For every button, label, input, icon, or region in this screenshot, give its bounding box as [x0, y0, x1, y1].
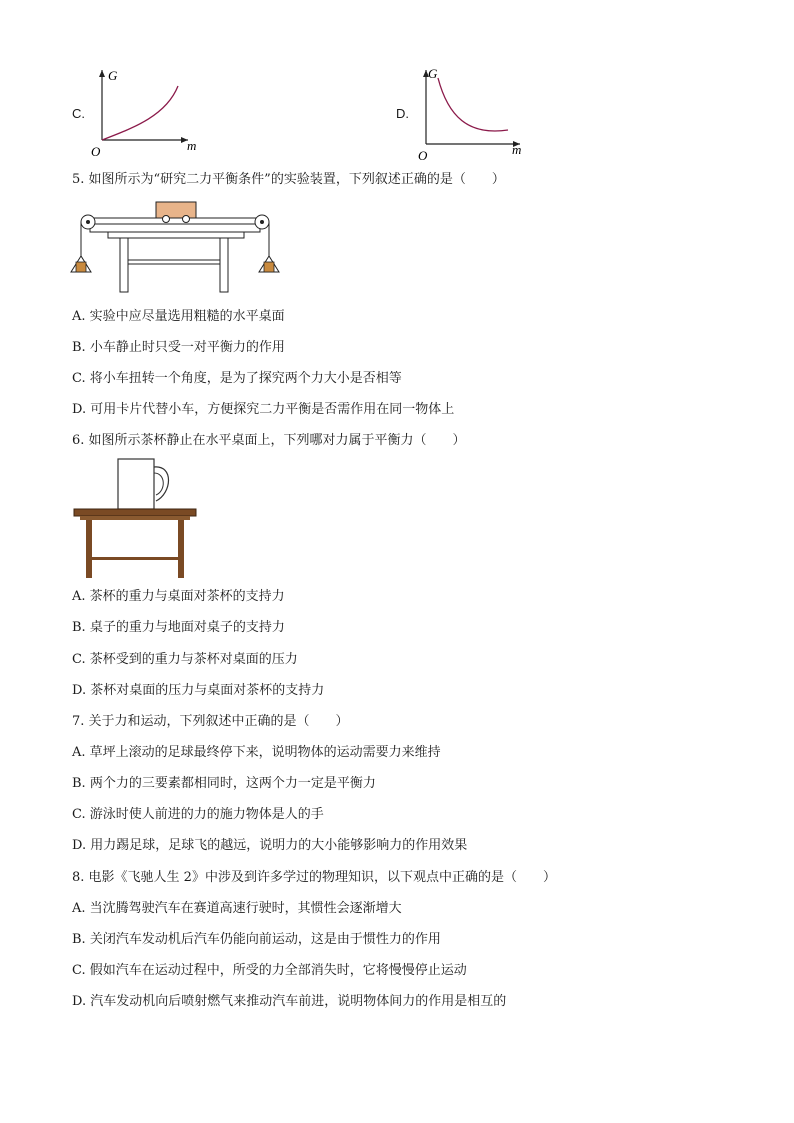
question-8-option-b: B. 关闭汽车发动机后汽车仍能向前运动，这是由于惯性力的作用 [72, 932, 441, 947]
graph-c-x-label: m [187, 138, 197, 153]
graph-d-x-label: m [512, 142, 522, 157]
question-7-option-a: A. 草坪上滚动的足球最终停下来，说明物体的运动需要力来维持 [72, 745, 441, 760]
question-5-option-d: D. 可用卡片代替小车，方便探究二力平衡是否需作用在同一物体上 [72, 402, 455, 417]
graph-d-curve [438, 78, 508, 131]
table-top [74, 509, 196, 516]
question-6-option-a: A. 茶杯的重力与桌面对茶杯的支持力 [72, 589, 285, 604]
graph-d-origin: O [418, 148, 428, 160]
question-8-option-d: D. 汽车发动机向后喷射燃气来推动汽车前进，说明物体间力的作用是相互的 [72, 994, 507, 1009]
question-7-stem: 7. 关于力和运动，下列叙述中正确的是（ ） [72, 714, 349, 729]
question-6-stem: 6. 如图所示茶杯静止在水平桌面上，下列哪对力属于平衡力（ ） [72, 433, 466, 448]
question-7-option-d: D. 用力踢足球，足球飞的越远，说明力的大小能够影响力的作用效果 [72, 838, 468, 853]
question-6-option-d: D. 茶杯对桌面的压力与桌面对茶杯的支持力 [72, 683, 325, 698]
graph-d-label: D. [396, 106, 409, 121]
question-6-option-c: C. 茶杯受到的重力与茶杯对桌面的压力 [72, 652, 298, 667]
graph-c-origin: O [91, 144, 101, 159]
question-8-stem: 8. 电影《飞驰人生 2》中涉及到许多学过的物理知识，以下观点中正确的是（ ） [72, 870, 556, 885]
question-8-option-c: C. 假如汽车在运动过程中，所受的力全部消失时，它将慢慢停止运动 [72, 963, 467, 978]
graph-c-curve [102, 86, 178, 140]
question-6-option-b: B. 桌子的重力与地面对桌子的支持力 [72, 620, 285, 635]
graph-c [88, 64, 200, 160]
question-5-option-a: A. 实验中应尽量选用粗糙的水平桌面 [72, 309, 285, 324]
question-5-stem: 5. 如图所示为“研究二力平衡条件”的实验装置，下列叙述正确的是（ ） [72, 172, 505, 187]
question-5-option-c: C. 将小车扭转一个角度，是为了探究两个力大小是否相等 [72, 371, 402, 386]
graph-c-y-arrow [99, 70, 105, 77]
cart [156, 202, 196, 218]
teacup-on-table-figure [70, 455, 200, 583]
question-8-option-a: A. 当沈腾驾驶汽车在赛道高速行驶时，其惯性会逐渐增大 [72, 901, 402, 916]
cup [118, 459, 154, 509]
question-7-option-c: C. 游泳时使人前进的力的施力物体是人的手 [72, 807, 324, 822]
balance-apparatus-figure [68, 198, 288, 298]
graph-d-y-label: G [428, 66, 438, 81]
graph-d [412, 64, 532, 160]
question-5-option-b: B. 小车静止时只受一对平衡力的作用 [72, 340, 285, 355]
graph-c-label: C. [72, 106, 85, 121]
question-7-option-b: B. 两个力的三要素都相同时，这两个力一定是平衡力 [72, 776, 376, 791]
graph-c-y-label: G [108, 68, 118, 83]
